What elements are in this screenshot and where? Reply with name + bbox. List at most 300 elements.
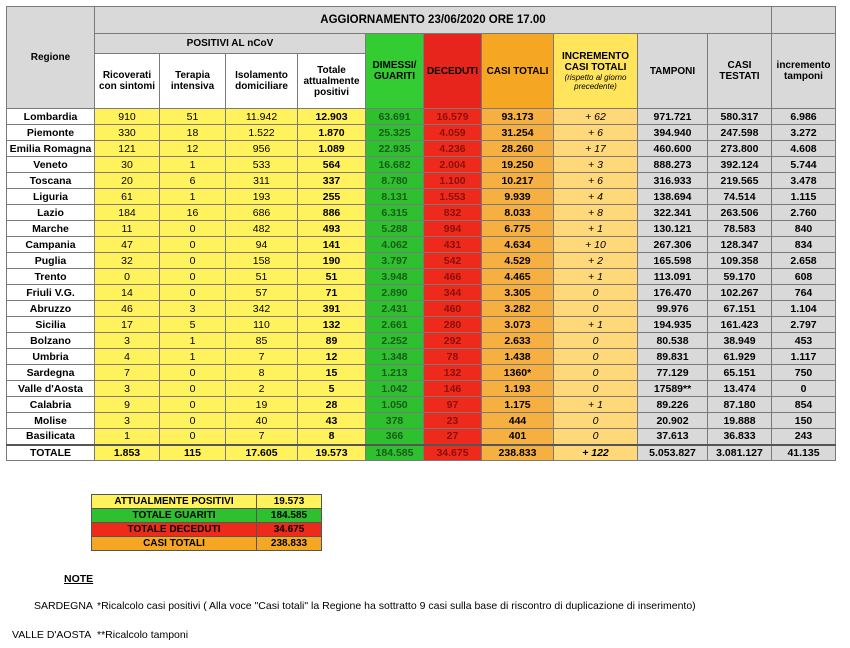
cell-dimessi: 3.948 — [366, 269, 424, 285]
table-row — [7, 157, 836, 173]
table-row — [7, 189, 836, 205]
cell-isolamento: 51 — [226, 269, 298, 285]
cell-incr-tamponi: 453 — [772, 333, 836, 349]
cell-deceduti: 1.100 — [424, 173, 482, 189]
cell-testati: 38.949 — [708, 333, 772, 349]
cell-testati: 36.833 — [708, 429, 772, 445]
cell-tamponi: 194.935 — [638, 317, 708, 333]
header-ricoverati: Ricoverati con sintomi — [95, 54, 160, 109]
table-row — [7, 221, 836, 237]
cell-ricoverati: 9 — [95, 397, 160, 413]
table-row — [7, 397, 836, 413]
cell-terapia: 12 — [160, 141, 226, 157]
cell-ricoverati: 46 — [95, 301, 160, 317]
cell-terapia: 6 — [160, 173, 226, 189]
cell-incr: + 8 — [554, 205, 638, 221]
cell-totale: 5 — [298, 381, 366, 397]
header-deceduti: DECEDUTI — [424, 34, 482, 109]
cell-testati: 273.800 — [708, 141, 772, 157]
cell-ricoverati: 121 — [95, 141, 160, 157]
cell-tamponi: 77.129 — [638, 365, 708, 381]
cell-totale: 19.573 — [298, 445, 366, 461]
cell-isolamento: 85 — [226, 333, 298, 349]
table-row — [7, 381, 836, 397]
cell-regione: Campania — [7, 237, 95, 253]
table-row — [7, 317, 836, 333]
cell-incr: 0 — [554, 301, 638, 317]
cell-incr: 0 — [554, 285, 638, 301]
cell-casi: 8.033 — [482, 205, 554, 221]
cell-regione: Sardegna — [7, 365, 95, 381]
cell-tamponi: 138.694 — [638, 189, 708, 205]
cell-incr: 0 — [554, 429, 638, 445]
cell-incr: + 17 — [554, 141, 638, 157]
cell-casi: 10.217 — [482, 173, 554, 189]
cell-casi: 93.173 — [482, 109, 554, 125]
cell-ricoverati: 330 — [95, 125, 160, 141]
cell-isolamento: 533 — [226, 157, 298, 173]
cell-deceduti: 16.579 — [424, 109, 482, 125]
cell-incr: + 3 — [554, 157, 638, 173]
cell-casi: 1360* — [482, 365, 554, 381]
summary-label: CASI TOTALI — [92, 537, 257, 551]
cell-regione: Marche — [7, 221, 95, 237]
cell-incr-tamponi: 854 — [772, 397, 836, 413]
cell-deceduti: 280 — [424, 317, 482, 333]
cell-incr-tamponi: 1.117 — [772, 349, 836, 365]
cell-testati: 392.124 — [708, 157, 772, 173]
table-row — [7, 365, 836, 381]
cell-totale: 51 — [298, 269, 366, 285]
cell-deceduti: 78 — [424, 349, 482, 365]
cell-testati: 219.565 — [708, 173, 772, 189]
cell-deceduti: 132 — [424, 365, 482, 381]
cell-tamponi: 165.598 — [638, 253, 708, 269]
cell-incr-tamponi: 0 — [772, 381, 836, 397]
cell-ricoverati: 1 — [95, 429, 160, 445]
cell-tamponi: 20.902 — [638, 413, 708, 429]
cell-ricoverati: 7 — [95, 365, 160, 381]
cell-incr: + 2 — [554, 253, 638, 269]
cell-incr-tamponi: 4.608 — [772, 141, 836, 157]
cell-dimessi: 4.062 — [366, 237, 424, 253]
table-row — [7, 173, 836, 189]
note-sardegna-label: SARDEGNA — [34, 600, 93, 612]
cell-ricoverati: 30 — [95, 157, 160, 173]
cell-incr-tamponi: 1.104 — [772, 301, 836, 317]
cell-ricoverati: 17 — [95, 317, 160, 333]
cell-dimessi: 184.585 — [366, 445, 424, 461]
cell-incr-tamponi: 764 — [772, 285, 836, 301]
cell-testati: 128.347 — [708, 237, 772, 253]
summary-body — [92, 495, 322, 551]
table-row — [7, 429, 836, 445]
cell-regione: Toscana — [7, 173, 95, 189]
cell-casi: 1.438 — [482, 349, 554, 365]
cell-dimessi: 6.315 — [366, 205, 424, 221]
cell-deceduti: 97 — [424, 397, 482, 413]
cell-isolamento: 110 — [226, 317, 298, 333]
cell-casi: 31.254 — [482, 125, 554, 141]
cell-incr: + 10 — [554, 237, 638, 253]
cell-incr-tamponi: 3.272 — [772, 125, 836, 141]
cell-terapia: 0 — [160, 365, 226, 381]
table-row — [7, 205, 836, 221]
cell-terapia: 51 — [160, 109, 226, 125]
cell-isolamento: 686 — [226, 205, 298, 221]
cell-dimessi: 5.288 — [366, 221, 424, 237]
cell-tamponi: 322.341 — [638, 205, 708, 221]
summary-value: 184.585 — [257, 509, 322, 523]
cell-deceduti: 292 — [424, 333, 482, 349]
cell-dimessi: 1.213 — [366, 365, 424, 381]
cell-totale: 190 — [298, 253, 366, 269]
header-tamponi: TAMPONI — [638, 34, 708, 109]
cell-casi: 4.529 — [482, 253, 554, 269]
summary-value: 238.833 — [257, 537, 322, 551]
table-row — [7, 269, 836, 285]
table-row — [7, 349, 836, 365]
totals-row — [7, 445, 836, 461]
cell-dimessi: 3.797 — [366, 253, 424, 269]
cell-ricoverati: 3 — [95, 381, 160, 397]
cell-incr: + 122 — [554, 445, 638, 461]
cell-isolamento: 158 — [226, 253, 298, 269]
cell-testati: 161.423 — [708, 317, 772, 333]
cell-ricoverati: 3 — [95, 333, 160, 349]
cell-casi: 2.633 — [482, 333, 554, 349]
cell-isolamento: 8 — [226, 365, 298, 381]
cell-ricoverati: 61 — [95, 189, 160, 205]
cell-testati: 109.358 — [708, 253, 772, 269]
cell-incr: + 1 — [554, 269, 638, 285]
summary-row — [92, 495, 322, 509]
cell-isolamento: 1.522 — [226, 125, 298, 141]
cell-terapia: 16 — [160, 205, 226, 221]
cell-dimessi: 366 — [366, 429, 424, 445]
cell-terapia: 1 — [160, 157, 226, 173]
cell-casi: 444 — [482, 413, 554, 429]
cell-terapia: 1 — [160, 333, 226, 349]
cell-regione: Liguria — [7, 189, 95, 205]
summary-table — [91, 494, 322, 551]
cell-isolamento: 7 — [226, 349, 298, 365]
cell-terapia: 0 — [160, 397, 226, 413]
cell-ricoverati: 32 — [95, 253, 160, 269]
cell-deceduti: 994 — [424, 221, 482, 237]
cell-testati: 247.598 — [708, 125, 772, 141]
cell-casi: 4.634 — [482, 237, 554, 253]
cell-terapia: 1 — [160, 189, 226, 205]
cell-totale: 12 — [298, 349, 366, 365]
cell-tamponi: 17589** — [638, 381, 708, 397]
cell-totale: 337 — [298, 173, 366, 189]
cell-tamponi: 113.091 — [638, 269, 708, 285]
table-row — [7, 237, 836, 253]
cell-dimessi: 22.935 — [366, 141, 424, 157]
cell-casi: 19.250 — [482, 157, 554, 173]
cell-tamponi: 176.470 — [638, 285, 708, 301]
header-casi-testati: CASI TESTATI — [708, 34, 772, 109]
cell-casi: 1.175 — [482, 397, 554, 413]
cell-incr-tamponi: 840 — [772, 221, 836, 237]
cell-dimessi: 8.780 — [366, 173, 424, 189]
cell-testati: 3.081.127 — [708, 445, 772, 461]
cell-terapia: 0 — [160, 253, 226, 269]
cell-totale: 43 — [298, 413, 366, 429]
cell-regione: Basilicata — [7, 429, 95, 445]
cell-casi: 9.939 — [482, 189, 554, 205]
cell-ricoverati: 47 — [95, 237, 160, 253]
cell-ricoverati: 3 — [95, 413, 160, 429]
cell-incr-tamponi: 750 — [772, 365, 836, 381]
cell-casi: 3.305 — [482, 285, 554, 301]
cell-regione: Friuli V.G. — [7, 285, 95, 301]
cell-terapia: 5 — [160, 317, 226, 333]
summary-row — [92, 523, 322, 537]
cell-testati: 67.151 — [708, 301, 772, 317]
table-row — [7, 125, 836, 141]
table-row — [7, 301, 836, 317]
page-title: AGGIORNAMENTO 23/06/2020 ORE 17.00 — [95, 7, 772, 34]
cell-totale: 71 — [298, 285, 366, 301]
cell-casi: 238.833 — [482, 445, 554, 461]
cell-deceduti: 832 — [424, 205, 482, 221]
cell-totale: 89 — [298, 333, 366, 349]
cell-regione: Emilia Romagna — [7, 141, 95, 157]
cell-deceduti: 34.675 — [424, 445, 482, 461]
header-regione: Regione — [7, 7, 95, 109]
cell-tamponi: 37.613 — [638, 429, 708, 445]
cell-dimessi: 2.661 — [366, 317, 424, 333]
cell-totale: 255 — [298, 189, 366, 205]
cell-tamponi: 394.940 — [638, 125, 708, 141]
cell-totale: 8 — [298, 429, 366, 445]
cell-dimessi: 1.050 — [366, 397, 424, 413]
cell-incr: + 1 — [554, 317, 638, 333]
cell-incr-tamponi: 6.986 — [772, 109, 836, 125]
table-body — [7, 109, 836, 461]
cell-incr: 0 — [554, 349, 638, 365]
cell-terapia: 1 — [160, 349, 226, 365]
header-isolamento: Isolamento domiciliare — [226, 54, 298, 109]
cell-testati: 19.888 — [708, 413, 772, 429]
cell-ricoverati: 184 — [95, 205, 160, 221]
cell-regione: Trento — [7, 269, 95, 285]
cell-regione: Puglia — [7, 253, 95, 269]
summary-row — [92, 509, 322, 523]
header-incremento-label: INCREMENTO CASI TOTALI — [561, 51, 630, 73]
cell-dimessi: 1.348 — [366, 349, 424, 365]
notes-heading: NOTE — [64, 573, 94, 585]
cell-terapia: 0 — [160, 429, 226, 445]
note-vda-label: VALLE D'AOSTA — [12, 629, 92, 641]
cell-totale: 12.903 — [298, 109, 366, 125]
cell-totale: 1.089 — [298, 141, 366, 157]
cell-testati: 87.180 — [708, 397, 772, 413]
cell-isolamento: 7 — [226, 429, 298, 445]
cell-tamponi: 80.538 — [638, 333, 708, 349]
cell-ricoverati: 11 — [95, 221, 160, 237]
cell-deceduti: 146 — [424, 381, 482, 397]
cell-terapia: 18 — [160, 125, 226, 141]
header-positivi-group: POSITIVI AL nCoV — [95, 34, 366, 54]
cell-casi: 4.465 — [482, 269, 554, 285]
cell-isolamento: 94 — [226, 237, 298, 253]
cell-deceduti: 542 — [424, 253, 482, 269]
cell-casi: 3.073 — [482, 317, 554, 333]
cell-tamponi: 89.226 — [638, 397, 708, 413]
cell-regione: Sicilia — [7, 317, 95, 333]
cell-totale: 493 — [298, 221, 366, 237]
summary-label: TOTALE DECEDUTI — [92, 523, 257, 537]
cell-tamponi: 5.053.827 — [638, 445, 708, 461]
cell-testati: 65.151 — [708, 365, 772, 381]
cell-deceduti: 1.553 — [424, 189, 482, 205]
cell-terapia: 0 — [160, 269, 226, 285]
cell-regione: Valle d'Aosta — [7, 381, 95, 397]
cell-incr: 0 — [554, 333, 638, 349]
cell-deceduti: 4.059 — [424, 125, 482, 141]
cell-regione: Veneto — [7, 157, 95, 173]
cell-incr: + 1 — [554, 221, 638, 237]
cell-isolamento: 11.942 — [226, 109, 298, 125]
cell-dimessi: 63.691 — [366, 109, 424, 125]
cell-testati: 580.317 — [708, 109, 772, 125]
header-totale-positivi: Totale attualmente positivi — [298, 54, 366, 109]
cell-regione: Molise — [7, 413, 95, 429]
cell-totale: 1.870 — [298, 125, 366, 141]
cell-terapia: 0 — [160, 237, 226, 253]
cell-incr-tamponi: 41.135 — [772, 445, 836, 461]
table-row — [7, 109, 836, 125]
cell-incr-tamponi: 2.760 — [772, 205, 836, 221]
cell-testati: 78.583 — [708, 221, 772, 237]
header-casi-totali: CASI TOTALI — [482, 34, 554, 109]
table-row — [7, 285, 836, 301]
cell-regione: Abruzzo — [7, 301, 95, 317]
cell-ricoverati: 20 — [95, 173, 160, 189]
table-row — [7, 141, 836, 157]
cell-ricoverati: 0 — [95, 269, 160, 285]
cell-tamponi: 971.721 — [638, 109, 708, 125]
report-table-wrapper — [6, 6, 836, 461]
header-incremento-note: (rispetto al giorno precedente) — [564, 73, 627, 91]
cell-terapia: 3 — [160, 301, 226, 317]
note-sardegna-text: *Ricalcolo casi positivi ( Alla voce "Casi totali" la Regione ha sottratto 9 casi sulla base di riscontro di duplicazione di inserimento) — [97, 600, 696, 612]
summary-row — [92, 537, 322, 551]
cell-incr-tamponi: 5.744 — [772, 157, 836, 173]
cell-tamponi: 316.933 — [638, 173, 708, 189]
cell-incr: 0 — [554, 365, 638, 381]
cell-dimessi: 378 — [366, 413, 424, 429]
summary-label: TOTALE GUARITI — [92, 509, 257, 523]
cell-casi: 1.193 — [482, 381, 554, 397]
cell-deceduti: 4.236 — [424, 141, 482, 157]
cell-isolamento: 193 — [226, 189, 298, 205]
cell-tamponi: 460.600 — [638, 141, 708, 157]
cell-regione: Piemonte — [7, 125, 95, 141]
cell-dimessi: 2.252 — [366, 333, 424, 349]
cell-dimessi: 16.682 — [366, 157, 424, 173]
cell-testati: 102.267 — [708, 285, 772, 301]
cell-casi: 28.260 — [482, 141, 554, 157]
cell-casi: 3.282 — [482, 301, 554, 317]
cell-ricoverati: 1.853 — [95, 445, 160, 461]
cell-ricoverati: 4 — [95, 349, 160, 365]
cell-incr: 0 — [554, 381, 638, 397]
cell-totale: 132 — [298, 317, 366, 333]
cell-tamponi: 267.306 — [638, 237, 708, 253]
cell-deceduti: 27 — [424, 429, 482, 445]
table-row — [7, 253, 836, 269]
cell-incr-tamponi: 2.797 — [772, 317, 836, 333]
cell-incr-tamponi: 834 — [772, 237, 836, 253]
cell-isolamento: 342 — [226, 301, 298, 317]
cell-regione: Lombardia — [7, 109, 95, 125]
cell-tamponi: 89.831 — [638, 349, 708, 365]
cell-incr-tamponi: 243 — [772, 429, 836, 445]
cell-deceduti: 460 — [424, 301, 482, 317]
summary-value: 19.573 — [257, 495, 322, 509]
cell-testati: 61.929 — [708, 349, 772, 365]
header-incremento-tamponi: incremento tamponi — [772, 34, 836, 109]
cell-dimessi: 25.325 — [366, 125, 424, 141]
summary-value: 34.675 — [257, 523, 322, 537]
header-terapia: Terapia intensiva — [160, 54, 226, 109]
header-spacer — [772, 7, 836, 34]
cell-ricoverati: 910 — [95, 109, 160, 125]
cell-incr-tamponi: 608 — [772, 269, 836, 285]
cell-regione: Umbria — [7, 349, 95, 365]
cell-totale: 391 — [298, 301, 366, 317]
cell-incr-tamponi: 3.478 — [772, 173, 836, 189]
cell-regione: Bolzano — [7, 333, 95, 349]
cell-testati: 263.506 — [708, 205, 772, 221]
cell-incr: + 62 — [554, 109, 638, 125]
cell-dimessi: 2.890 — [366, 285, 424, 301]
cell-incr: + 6 — [554, 125, 638, 141]
cell-testati: 13.474 — [708, 381, 772, 397]
cell-tamponi: 888.273 — [638, 157, 708, 173]
cell-totale: 564 — [298, 157, 366, 173]
cell-deceduti: 344 — [424, 285, 482, 301]
cell-regione: Lazio — [7, 205, 95, 221]
cell-isolamento: 956 — [226, 141, 298, 157]
cell-totale: 28 — [298, 397, 366, 413]
cell-dimessi: 2.431 — [366, 301, 424, 317]
regional-data-table — [6, 6, 836, 461]
cell-tamponi: 130.121 — [638, 221, 708, 237]
cell-terapia: 0 — [160, 381, 226, 397]
cell-terapia: 0 — [160, 221, 226, 237]
cell-isolamento: 311 — [226, 173, 298, 189]
cell-isolamento: 19 — [226, 397, 298, 413]
cell-incr-tamponi: 2.658 — [772, 253, 836, 269]
cell-deceduti: 431 — [424, 237, 482, 253]
cell-totale: 141 — [298, 237, 366, 253]
header-incremento — [554, 34, 638, 109]
cell-incr: + 1 — [554, 397, 638, 413]
header-dimessi: DIMESSI/ GUARITI — [366, 34, 424, 109]
cell-dimessi: 1.042 — [366, 381, 424, 397]
cell-deceduti: 466 — [424, 269, 482, 285]
cell-terapia: 0 — [160, 285, 226, 301]
cell-incr-tamponi: 1.115 — [772, 189, 836, 205]
cell-isolamento: 17.605 — [226, 445, 298, 461]
cell-terapia: 115 — [160, 445, 226, 461]
cell-testati: 59.170 — [708, 269, 772, 285]
